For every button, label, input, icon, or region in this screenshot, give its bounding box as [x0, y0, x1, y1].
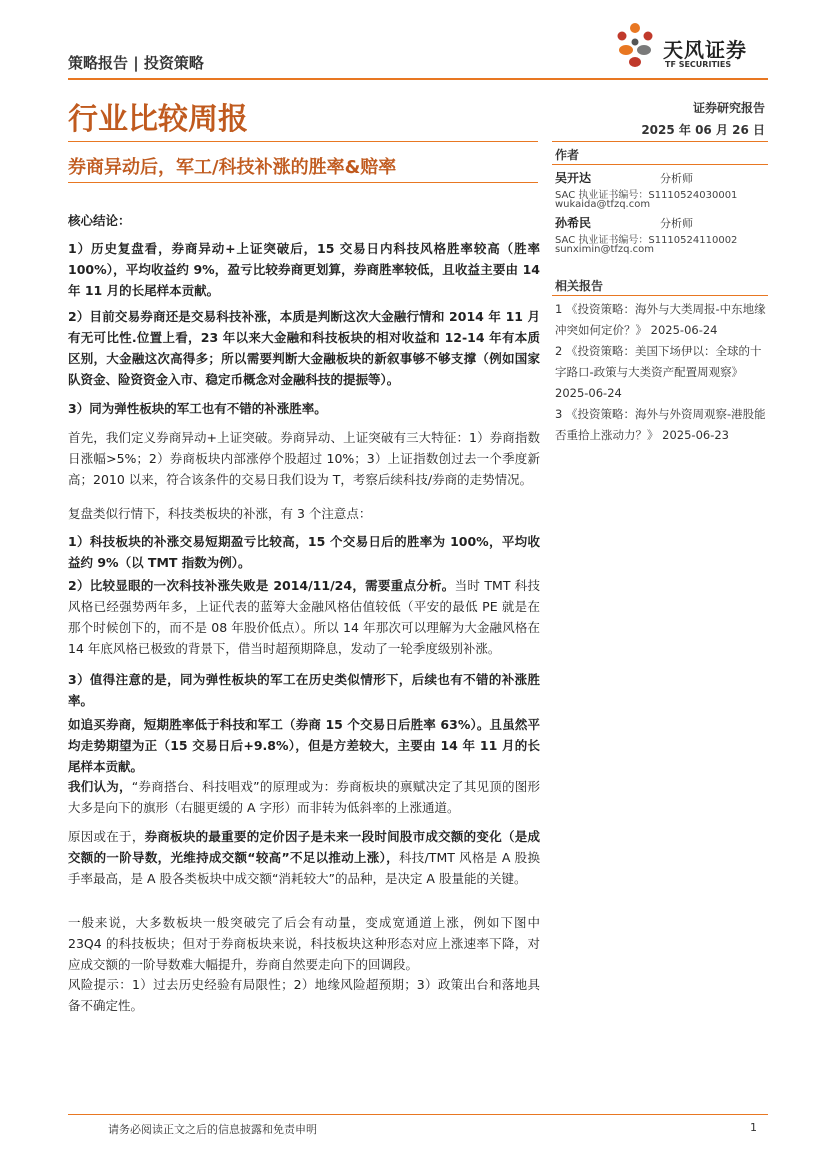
- title-rule: [68, 141, 538, 142]
- emphasis-text: 2）比较显眼的一次科技补涨失败是 2014/11/24，需要重点分析。: [68, 578, 455, 593]
- authors-rule: [552, 164, 768, 165]
- page-subtitle: 券商异动后，军工/科技补涨的胜率&赔率: [68, 157, 397, 178]
- author-cert: SAC 执业证书编号：S1110524110002: [555, 235, 738, 246]
- emphasis-text: 我们认为，: [68, 779, 132, 794]
- author-name: 吴开达: [555, 171, 592, 185]
- footer-rule: [68, 1114, 768, 1115]
- related-report-item[interactable]: 3 《投资策略：海外与外资周观察-港股能否重拾上涨动力？》 2025-06-23: [555, 407, 766, 442]
- core-conclusion-label: 核心结论：: [68, 213, 131, 228]
- body-paragraph: 1）历史复盘看，券商异动+上证突破后，15 交易日内科技风格胜率较高（胜率 100%），平均收益约 9%，盈亏比较券商更划算，券商胜率较低，且收益主要由 14 年 11 月的长尾样本贡献。: [68, 241, 540, 298]
- related-rule: [552, 295, 768, 296]
- report-date: 2025 年 06 月 26 日: [641, 123, 765, 137]
- body-paragraph: 1）科技板块的补涨交易短期盈亏比较高，15 个交易日后的胜率为 100%，平均收益约 9%（以 TMT 指数为例）。: [68, 534, 540, 570]
- header-rule: [68, 78, 768, 80]
- tf-flower-logo-icon: [612, 20, 658, 70]
- authors-heading: 作者: [555, 148, 580, 162]
- body-paragraph: 复盘类似行情下，科技类板块的补涨，有 3 个注意点：: [68, 506, 372, 521]
- page-number: 1: [750, 1121, 757, 1134]
- author-email[interactable]: sunximin@tfzq.com: [555, 244, 655, 255]
- body-text: 当时 TMT 科技风格已经强势两年多，上证代表的蓝筹大金融风格估值较低（平安的最低 PE 就是在那个时候创下的，而不是 08 年股价低点）。所以 14 年那次可以理解为大金融风格在 14 年底风格已极致的背景下，借当时超预期降息，发动了一轮季度级别补涨。: [68, 578, 540, 656]
- company-logo: [612, 20, 762, 72]
- body-text: 科技/TMT 风格是 A 股换手率最高，是 A 股各类板块中成交额“消耗较大”的品种，是决定 A 股量能的关键。: [68, 850, 540, 886]
- body-paragraph: [68, 826, 540, 889]
- body-paragraph: 3）值得注意的是，同为弹性板块的军工在历史类似情形下，后续也有不错的补涨胜率。: [68, 672, 540, 708]
- body-paragraph: 3）同为弹性板块的军工也有不错的补涨胜率。: [68, 401, 327, 416]
- emphasis-text: 券商板块的最重要的定价因子是未来一段时间股市成交额的变化（是成交额的一阶导数，光维持成交额“较高”不足以推动上涨），: [68, 829, 540, 865]
- author-name: 孙希民: [555, 216, 592, 230]
- subtitle-rule: [68, 182, 538, 183]
- body-paragraph: 首先，我们定义券商异动+上证突破。券商异动、上证突破有三大特征：1）券商指数日涨幅>5%；2）券商板块内部涨停个股超过 10%；3）上证指数创过去一个季度新高；2010 以来，符合该条件的交易日我们设为 T，考察后续科技/券商的走势情况。: [68, 430, 540, 487]
- body-paragraph: [68, 575, 540, 659]
- body-text: “券商搭台、科技唱戏”的原理或为：券商板块的禀赋决定了其见顶的图形大多是向下的旗形（右腿更缓的 A 字形）而非转为低斜率的上涨通道。: [68, 779, 540, 815]
- logo-english-name: TF SECURITIES: [665, 60, 732, 69]
- related-report-item[interactable]: 2 《投资策略：美国下场伊以：全球的十字路口-政策与大类资产配置周观察》 2025-06-24: [555, 344, 762, 400]
- risk-warning: 风险提示：1）过去历史经验有局限性；2）地缘风险超预期；3）政策出台和落地具备不确定性。: [68, 977, 540, 1013]
- related-report-item[interactable]: 1 《投资策略：海外与大类周报-中东地缘冲突如何定价？》 2025-06-24: [555, 302, 766, 337]
- page-title: 行业比较周报: [68, 102, 248, 137]
- body-text: 原因或在于，: [68, 829, 145, 844]
- body-paragraph: 一般来说，大多数板块一般突破完了后会有动量，变成宽通道上涨，例如下图中 23Q4 的科技板块；但对于券商板块来说，科技板块这种形态对应上涨速率下降，对应成交额的一阶导数难大幅提升，券商自然要走向下的回调段。: [68, 915, 540, 972]
- body-paragraph: [68, 776, 540, 818]
- side-rule-top: [552, 141, 768, 142]
- report-category: 策略报告 | 投资策略: [68, 54, 204, 72]
- logo-chinese-name: 天风证券: [663, 38, 747, 62]
- report-type: 证券研究报告: [692, 101, 765, 115]
- author-cert: SAC 执业证书编号：S1110524030001: [555, 190, 738, 201]
- body-paragraph: 如追买券商，短期胜率低于科技和军工（券商 15 个交易日后胜率 63%）。且虽然平均走势期望为正（15 交易日后+9.8%），但是方差较大，主要由 14 年 11 月的长尾样本贡献。: [68, 717, 540, 774]
- author-role: 分析师: [660, 172, 693, 185]
- body-paragraph: 2）目前交易券商还是交易科技补涨，本质是判断这次大金融行情和 2014 年 11 月有无可比性.位置上看，23 年以来大金融和科技板块的相对收益和 12-14 年有本质区别，大金融这次高得多；所以需要判断大金融板块的新叙事够不够支撑（例如国家队资金、险资资金入市、稳定币概念对金融科技的提振等）。: [68, 309, 540, 387]
- author-role: 分析师: [660, 217, 693, 230]
- disclaimer-note: 请务必阅读正文之后的信息披露和免责申明: [108, 1123, 317, 1136]
- author-email[interactable]: wukaida@tfzq.com: [555, 199, 651, 210]
- related-heading: 相关报告: [555, 279, 604, 293]
